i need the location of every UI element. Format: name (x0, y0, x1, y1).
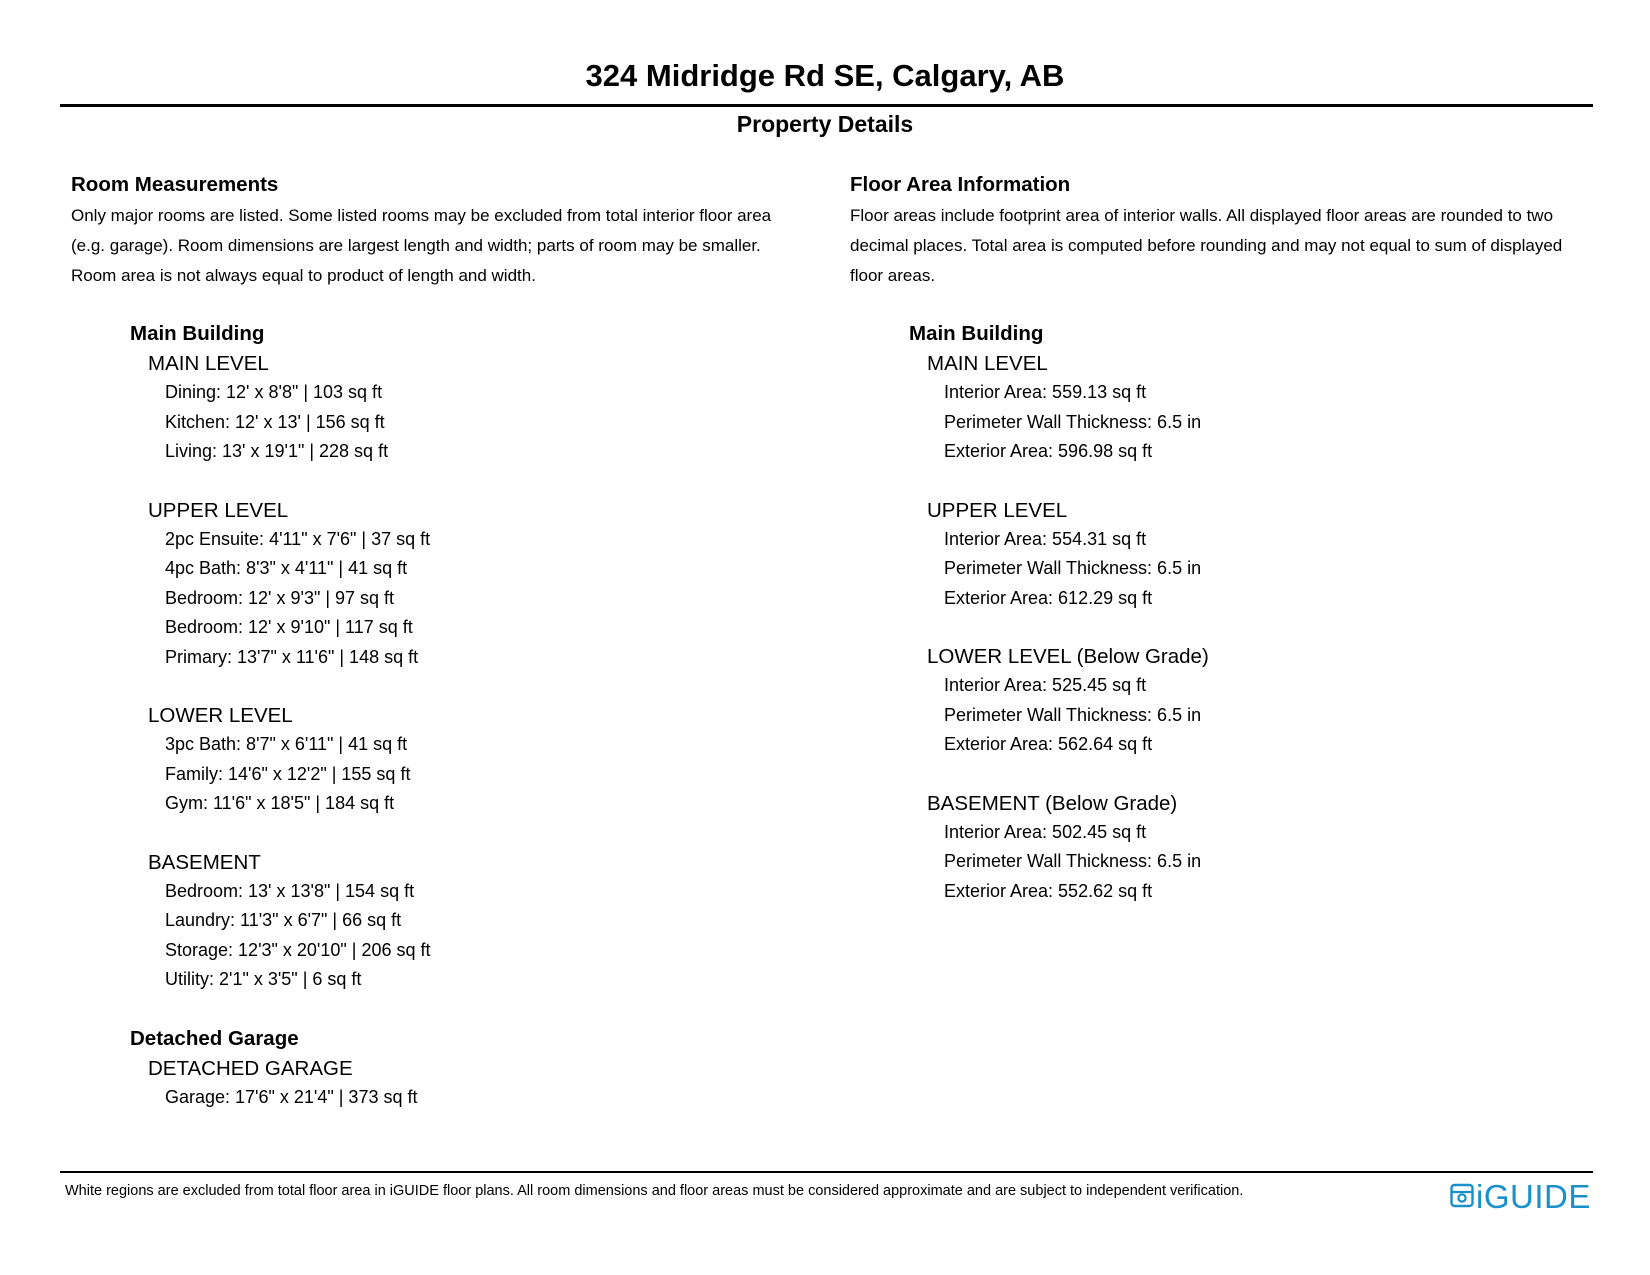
floor-area-section (850, 171, 1620, 906)
measurement-item: Bedroom: 12' x 9'10" | 117 sq ft (165, 617, 413, 637)
spacer (71, 995, 821, 1024)
description-line: (e.g. garage). Room dimensions are largest length and width; parts of room may be smaller. (71, 236, 761, 255)
measurement-item: Perimeter Wall Thickness: 6.5 in (944, 704, 1202, 725)
measurement-item: Exterior Area: 612.29 sq ft (944, 587, 1153, 608)
spacer (71, 819, 821, 848)
measurement-item: Interior Area: 559.13 sq ft (944, 382, 1147, 402)
spacer (71, 467, 821, 496)
measurement-item: 4pc Bath: 8'3" x 4'11" | 41 sq ft (165, 558, 408, 578)
building-heading: Detached Garage (130, 1026, 299, 1050)
room-listing (71, 319, 821, 1112)
footer-rule (60, 1171, 1593, 1173)
building-heading: Main Building (909, 322, 1044, 345)
measurement-item: 3pc Bath: 8'7" x 6'11" | 41 sq ft (165, 734, 408, 754)
description-line: Floor areas include footprint area of interior walls. All displayed floor areas are rounded to two (850, 206, 1554, 225)
room-measurements-description (71, 201, 821, 291)
measurement-item: Gym: 11'6" x 18'5" | 184 sq ft (165, 793, 395, 813)
description-line: decimal places. Total area is computed before rounding and may not equal to sum of displayed (850, 236, 1563, 255)
camera-icon (1450, 1182, 1474, 1213)
level-heading: BASEMENT (148, 850, 261, 874)
floor-area-heading: Floor Area Information (850, 173, 1071, 196)
measurement-item: Exterior Area: 552.62 sq ft (944, 880, 1153, 901)
measurement-item: Interior Area: 502.45 sq ft (944, 821, 1147, 842)
page-title: 324 Midridge Rd SE, Calgary, AB (585, 58, 1065, 93)
room-measurements-section (71, 171, 821, 1112)
description-line: Only major rooms are listed. Some listed rooms may be excluded from total interior floor area (71, 206, 772, 225)
measurement-item: Interior Area: 554.31 sq ft (944, 528, 1147, 549)
measurement-item: Bedroom: 13' x 13'8" | 154 sq ft (165, 880, 415, 901)
measurement-item: Family: 14'6" x 12'2" | 155 sq ft (165, 763, 411, 784)
title-rule (60, 104, 1593, 107)
spacer (71, 672, 821, 701)
page-subtitle: Property Details (736, 111, 914, 137)
measurement-item: Storage: 12'3" x 20'10" | 206 sq ft (165, 939, 431, 960)
measurement-item: Kitchen: 12' x 13' | 156 sq ft (165, 411, 385, 432)
measurement-item: Exterior Area: 596.98 sq ft (944, 441, 1153, 461)
level-heading: MAIN LEVEL (927, 352, 1048, 375)
level-heading: BASEMENT (Below Grade) (927, 791, 1178, 815)
measurement-item: Exterior Area: 562.64 sq ft (944, 734, 1153, 754)
level-heading: UPPER LEVEL (927, 498, 1068, 522)
measurement-item: Perimeter Wall Thickness: 6.5 in (944, 851, 1202, 871)
logo-wordmark: iGUIDE (1476, 1178, 1591, 1215)
measurement-item: Primary: 13'7" x 11'6" | 148 sq ft (165, 646, 419, 667)
spacer (850, 467, 1620, 496)
building-heading: Main Building (130, 322, 265, 345)
measurement-item: Perimeter Wall Thickness: 6.5 in (944, 558, 1202, 578)
room-measurements-heading: Room Measurements (71, 173, 279, 196)
spacer (850, 613, 1620, 642)
description-line: Room area is not always equal to product of length and width. (71, 266, 536, 285)
measurement-item: Laundry: 11'3" x 6'7" | 66 sq ft (165, 910, 402, 930)
measurement-item: Garage: 17'6" x 21'4" | 373 sq ft (165, 1086, 418, 1107)
level-heading: MAIN LEVEL (148, 352, 269, 375)
measurement-item: Interior Area: 525.45 sq ft (944, 675, 1147, 695)
measurement-item: Living: 13' x 19'1" | 228 sq ft (165, 441, 389, 461)
spacer (850, 760, 1620, 789)
floor-area-listing (850, 319, 1620, 906)
measurement-item: Utility: 2'1" x 3'5" | 6 sq ft (165, 969, 362, 989)
measurement-item: Dining: 12' x 8'8" | 103 sq ft (165, 382, 383, 402)
level-heading: UPPER LEVEL (148, 498, 289, 522)
measurement-item: 2pc Ensuite: 4'11" x 7'6" | 37 sq ft (165, 528, 431, 549)
level-heading: LOWER LEVEL (Below Grade) (927, 645, 1209, 668)
level-heading: LOWER LEVEL (148, 704, 293, 727)
level-heading: DETACHED GARAGE (148, 1056, 353, 1080)
footer-disclaimer: White regions are excluded from total floor area in iGUIDE floor plans. All room dimensions and floor areas must be considered approximate and are subject to independent verification. (65, 1183, 1244, 1199)
measurement-item: Bedroom: 12' x 9'3" | 97 sq ft (165, 587, 395, 608)
floor-area-description (850, 201, 1620, 291)
iguide-logo (1450, 1180, 1591, 1214)
description-line: floor areas. (850, 266, 936, 285)
measurement-item: Perimeter Wall Thickness: 6.5 in (944, 411, 1202, 432)
